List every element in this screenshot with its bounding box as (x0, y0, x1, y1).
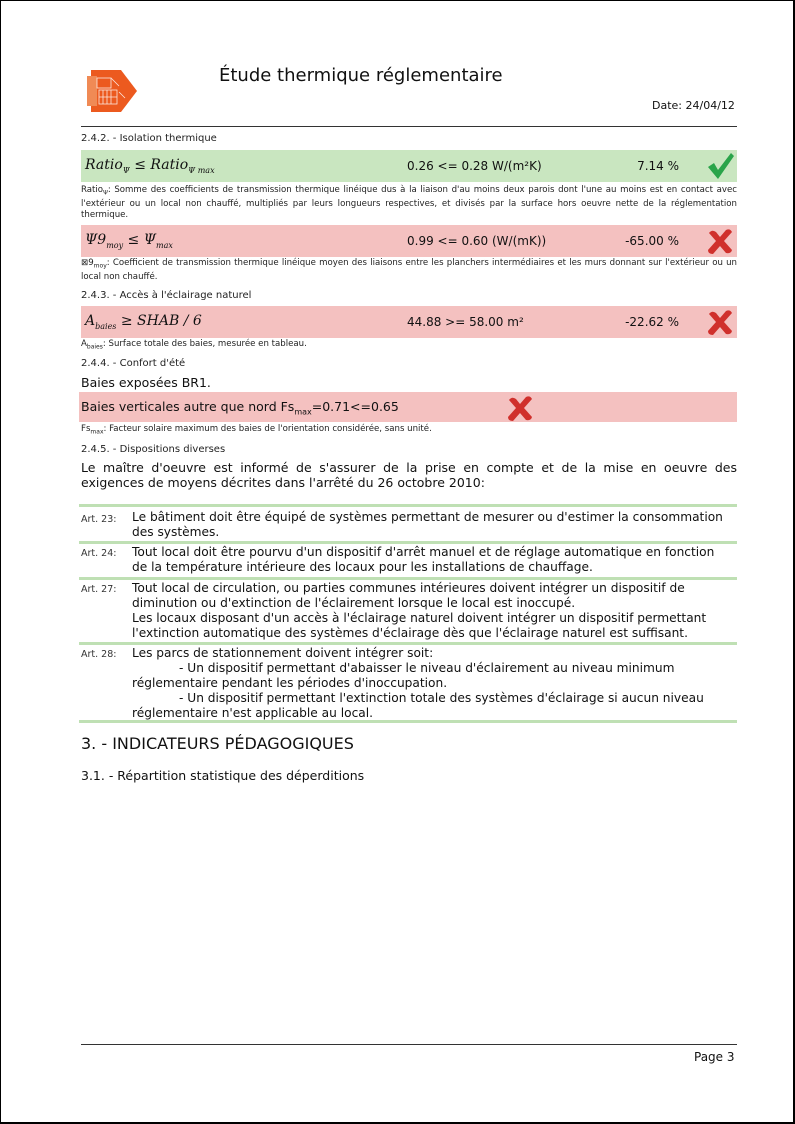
note-psi9: $⊠9_{moy}$: Coefficient de transmission thermique linéique moyen des liaisons entre les planchers intermédiaires et les murs donnant sur l'extérieur ou un local non chauffé. (81, 258, 737, 282)
section-3-heading: 3. - INDICATEURS PÉDAGOGIQUES (81, 734, 354, 753)
criterion-condition: 0.26 <= 0.28 W/(m²K) (407, 159, 542, 173)
article-text-27: Tout local de circulation, ou parties communes intérieures doivent intégrer un dispositif de diminution ou d'extinction de l'éclairement lorsque le local est inoccupé. Les locaux disposant d'un accès à l'éclairage naturel doivent intégrer un dispositif permettant l'extinction automatique des systèmes d'éclairage dès que l'éclairage naturel est suffisant. (132, 581, 707, 640)
criterion-percentage: -22.62 % (625, 315, 679, 329)
note-ratio-psi: Ratio$_\Psi$: Somme des coefficients de transmission thermique linéique dus à la liaison d'au moins deux parois dont l'une au moins est en contact avec l'extérieur ou un local non chauffé, multipliés par leurs longueurs respectives, et divisés par la surface hors oeuvre nette de la réglementation thermique. (81, 185, 737, 220)
criterion-row-fsmax (79, 392, 737, 422)
article-divider (79, 642, 737, 645)
formula-psi9: $\Psi 9_{moy} \le \Psi_{max}$ (85, 232, 173, 250)
note-abaies: $A_{baies}$: Surface totale des baies, mesurée en tableau. (81, 339, 307, 351)
page-title: Étude thermique réglementaire (219, 65, 503, 86)
cross-icon (705, 307, 735, 337)
cross-icon (705, 226, 735, 256)
criterion-percentage: -65.00 % (625, 234, 679, 248)
article-divider (79, 720, 737, 723)
footer-rule (81, 1044, 737, 1045)
page-number: Page 3 (694, 1050, 735, 1064)
fsmax-criterion-text: Baies verticales autre que nord $Fs_{max}=0.71<=0.65$ (81, 399, 399, 417)
article-label-27: Art. 27: (81, 584, 117, 595)
section-heading-confort: 2.4.4. - Confort d'été (81, 358, 186, 369)
section-3-1-heading: 3.1. - Répartition statistique des déperditions (81, 768, 365, 783)
company-logo (85, 68, 137, 114)
criterion-condition: 44.88 >= 58.00 m² (407, 315, 524, 329)
article-text-28: Les parcs de stationnement doivent intégrer soit: - Un dispositif permettant d'abaisser le niveau d'éclairement au niveau minimum réglementaire pendant les périodes d'inoccupation. - Un dispositif permettant l'extinction totale des systèmes d'éclairage si aucun niveau réglementaire n'est applicable au local. (132, 646, 704, 720)
header-rule (81, 126, 737, 127)
criterion-row-ratio-psi (81, 150, 737, 182)
article-label-28: Art. 28: (81, 649, 117, 660)
cross-icon (505, 393, 535, 423)
criterion-percentage: 7.14 % (637, 159, 679, 173)
baies-exposees-text: Baies exposées BR1. (81, 375, 211, 390)
criterion-condition: 0.99 <= 0.60 (W/(mK)) (407, 234, 547, 248)
check-icon (705, 151, 735, 181)
article-text-23: Le bâtiment doit être équipé de systèmes permettant de mesurer ou d'estimer la consommation des systèmes. (132, 510, 723, 539)
article-text-24: Tout local doit être pourvu d'un dispositif d'arrêt manuel et de réglage automatique en fonction de la température intérieure des locaux pour les installations de chauffage. (132, 545, 715, 574)
article-label-23: Art. 23: (81, 514, 117, 525)
formula-ratio-psi: Ratio$_\Psi$ ≤ Ratio$_{\Psi max}$ (85, 157, 215, 175)
article-divider (79, 504, 737, 507)
article-label-24: Art. 24: (81, 548, 117, 559)
criterion-row-psi9 (81, 225, 737, 257)
criterion-row-abaies (81, 306, 737, 338)
formula-abaies: $A_{baies}$ ≥ SHAB / 6 (85, 313, 202, 331)
dispositions-intro: Le maître d'oeuvre est informé de s'assurer de la prise en compte et de la mise en oeuvre des exigences de moyens décrites dans l'arrêté du 26 octobre 2010: (81, 460, 737, 490)
section-heading-dispositions: 2.4.5. - Dispositions diverses (81, 444, 226, 455)
note-fsmax: $Fs_{max}$: Facteur solaire maximum des baies de l'orientation considérée, sans unité. (81, 424, 432, 436)
section-heading-isolation: 2.4.2. - Isolation thermique (81, 133, 217, 144)
document-date: Date: 24/04/12 (652, 99, 735, 112)
section-heading-eclairage: 2.4.3. - Accès à l'éclairage naturel (81, 290, 252, 301)
article-divider (79, 577, 737, 580)
article-divider (79, 541, 737, 544)
